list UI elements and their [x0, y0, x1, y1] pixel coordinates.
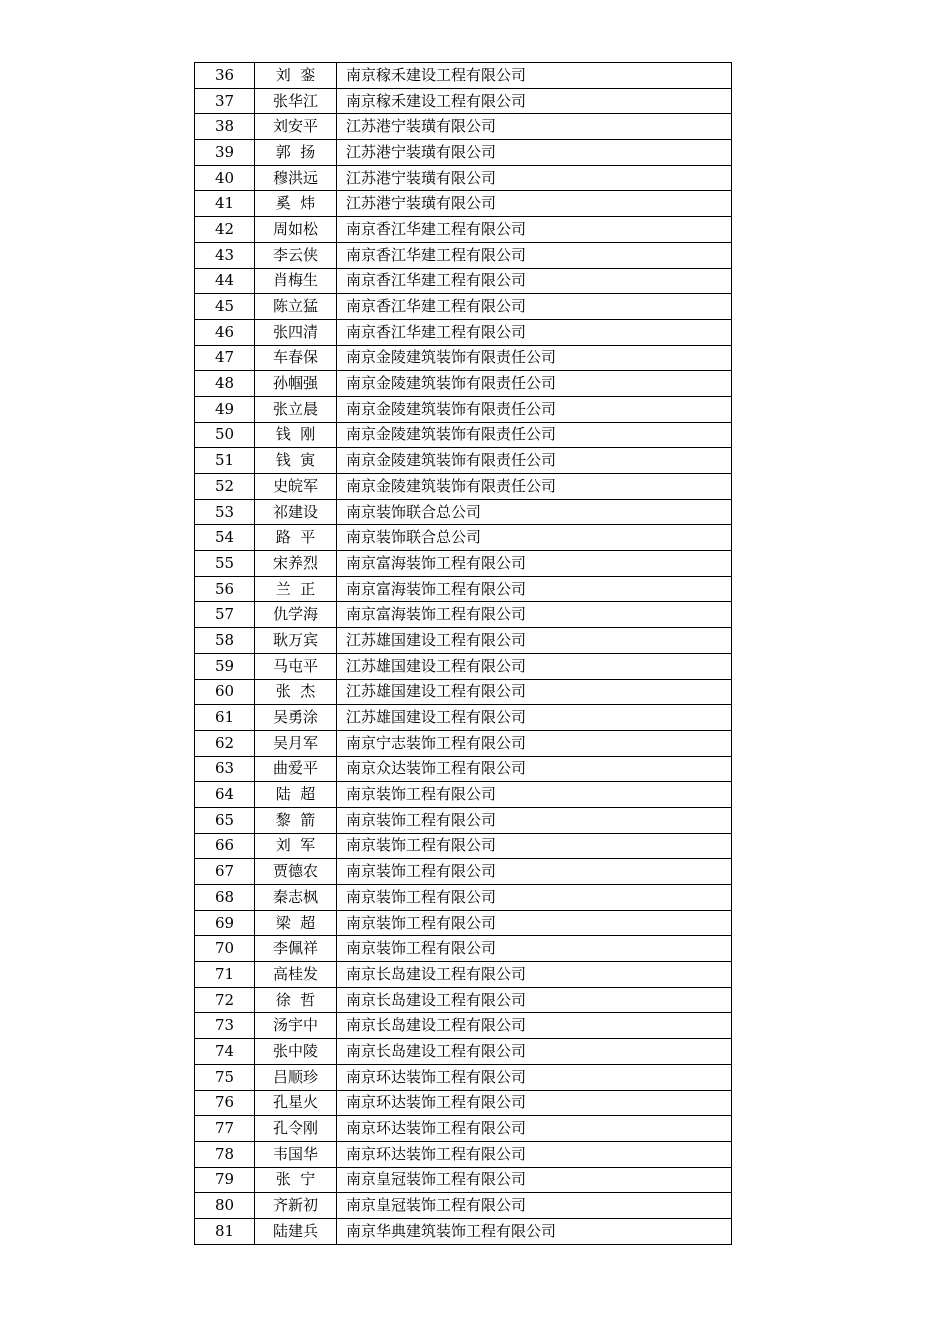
company-name-cell: 南京金陵建筑装饰有限责任公司: [337, 474, 732, 500]
table-row: [195, 551, 732, 577]
person-name-cell: 孔星火: [255, 1090, 337, 1116]
row-number-cell: 39: [195, 140, 255, 166]
row-number-cell: 44: [195, 268, 255, 294]
person-name-cell: 刘 军: [255, 833, 337, 859]
person-name-cell: 李佩祥: [255, 936, 337, 962]
person-name-cell: 齐新初: [255, 1193, 337, 1219]
table-row: [195, 602, 732, 628]
company-name-cell: 南京富海装饰工程有限公司: [337, 602, 732, 628]
company-name-cell: 南京长岛建设工程有限公司: [337, 1013, 732, 1039]
company-name-cell: 南京富海装饰工程有限公司: [337, 576, 732, 602]
row-number-cell: 75: [195, 1064, 255, 1090]
table-row: [195, 474, 732, 500]
person-name-cell: 周如松: [255, 217, 337, 243]
table-row: [195, 499, 732, 525]
row-number-cell: 58: [195, 628, 255, 654]
company-name-cell: 南京长岛建设工程有限公司: [337, 987, 732, 1013]
table-row: [195, 165, 732, 191]
table-row: [195, 242, 732, 268]
row-number-cell: 78: [195, 1141, 255, 1167]
company-name-cell: 江苏港宁装璜有限公司: [337, 140, 732, 166]
person-name-cell: 吕顺珍: [255, 1064, 337, 1090]
company-name-cell: 南京众达装饰工程有限公司: [337, 756, 732, 782]
row-number-cell: 71: [195, 962, 255, 988]
table-row: [195, 1116, 732, 1142]
person-name-cell: 张中陵: [255, 1039, 337, 1065]
company-name-cell: 南京环达装饰工程有限公司: [337, 1064, 732, 1090]
company-name-cell: 江苏雄国建设工程有限公司: [337, 628, 732, 654]
table-row: [195, 422, 732, 448]
company-name-cell: 南京金陵建筑装饰有限责任公司: [337, 448, 732, 474]
company-name-cell: 南京装饰联合总公司: [337, 525, 732, 551]
person-name-cell: 孙帼强: [255, 371, 337, 397]
person-name-cell: 陆建兵: [255, 1218, 337, 1244]
table-row: [195, 217, 732, 243]
row-number-cell: 53: [195, 499, 255, 525]
table-row: [195, 114, 732, 140]
company-name-cell: 南京长岛建设工程有限公司: [337, 962, 732, 988]
row-number-cell: 72: [195, 987, 255, 1013]
table-row: [195, 63, 732, 89]
person-name-cell: 黎 箭: [255, 807, 337, 833]
person-name-cell: 奚 炜: [255, 191, 337, 217]
row-number-cell: 57: [195, 602, 255, 628]
row-number-cell: 45: [195, 294, 255, 320]
person-name-cell: 张 宁: [255, 1167, 337, 1193]
row-number-cell: 62: [195, 730, 255, 756]
company-name-cell: 南京装饰联合总公司: [337, 499, 732, 525]
company-name-cell: 南京香江华建工程有限公司: [337, 242, 732, 268]
table-row: [195, 345, 732, 371]
company-name-cell: 江苏港宁装璜有限公司: [337, 114, 732, 140]
person-name-cell: 秦志枫: [255, 885, 337, 911]
table-row: [195, 1039, 732, 1065]
person-name-cell: 史皖军: [255, 474, 337, 500]
company-name-cell: 南京香江华建工程有限公司: [337, 217, 732, 243]
row-number-cell: 64: [195, 782, 255, 808]
person-name-cell: 李云侠: [255, 242, 337, 268]
table-row: [195, 268, 732, 294]
company-name-cell: 江苏雄国建设工程有限公司: [337, 653, 732, 679]
person-name-cell: 梁 超: [255, 910, 337, 936]
row-number-cell: 74: [195, 1039, 255, 1065]
table-row: [195, 756, 732, 782]
row-number-cell: 81: [195, 1218, 255, 1244]
table-row: [195, 679, 732, 705]
company-name-cell: 南京装饰工程有限公司: [337, 833, 732, 859]
company-name-cell: 南京长岛建设工程有限公司: [337, 1039, 732, 1065]
company-name-cell: 南京稼禾建设工程有限公司: [337, 88, 732, 114]
row-number-cell: 69: [195, 910, 255, 936]
roster-body: [195, 63, 732, 1245]
table-row: [195, 191, 732, 217]
table-row: [195, 782, 732, 808]
person-name-cell: 陈立猛: [255, 294, 337, 320]
row-number-cell: 66: [195, 833, 255, 859]
row-number-cell: 47: [195, 345, 255, 371]
company-name-cell: 南京金陵建筑装饰有限责任公司: [337, 422, 732, 448]
row-number-cell: 51: [195, 448, 255, 474]
company-name-cell: 南京金陵建筑装饰有限责任公司: [337, 345, 732, 371]
company-name-cell: 南京华典建筑装饰工程有限公司: [337, 1218, 732, 1244]
company-name-cell: 南京宁志装饰工程有限公司: [337, 730, 732, 756]
company-name-cell: 南京皇冠装饰工程有限公司: [337, 1167, 732, 1193]
company-name-cell: 南京装饰工程有限公司: [337, 782, 732, 808]
company-name-cell: 南京环达装饰工程有限公司: [337, 1116, 732, 1142]
table-row: [195, 1193, 732, 1219]
person-name-cell: 高桂发: [255, 962, 337, 988]
person-name-cell: 吴勇涂: [255, 705, 337, 731]
table-row: [195, 294, 732, 320]
person-name-cell: 张华江: [255, 88, 337, 114]
row-number-cell: 68: [195, 885, 255, 911]
table-row: [195, 730, 732, 756]
table-row: [195, 653, 732, 679]
table-row: [195, 525, 732, 551]
table-row: [195, 1013, 732, 1039]
row-number-cell: 41: [195, 191, 255, 217]
person-name-cell: 汤宇中: [255, 1013, 337, 1039]
company-name-cell: 南京香江华建工程有限公司: [337, 319, 732, 345]
table-row: [195, 1090, 732, 1116]
row-number-cell: 56: [195, 576, 255, 602]
row-number-cell: 48: [195, 371, 255, 397]
table-row: [195, 705, 732, 731]
row-number-cell: 46: [195, 319, 255, 345]
company-name-cell: 南京装饰工程有限公司: [337, 807, 732, 833]
person-name-cell: 张 杰: [255, 679, 337, 705]
company-name-cell: 南京环达装饰工程有限公司: [337, 1090, 732, 1116]
table-row: [195, 396, 732, 422]
row-number-cell: 65: [195, 807, 255, 833]
row-number-cell: 60: [195, 679, 255, 705]
row-number-cell: 43: [195, 242, 255, 268]
person-name-cell: 刘 銮: [255, 63, 337, 89]
row-number-cell: 55: [195, 551, 255, 577]
company-name-cell: 南京香江华建工程有限公司: [337, 294, 732, 320]
row-number-cell: 70: [195, 936, 255, 962]
row-number-cell: 52: [195, 474, 255, 500]
table-row: [195, 140, 732, 166]
company-name-cell: 江苏港宁装璜有限公司: [337, 191, 732, 217]
row-number-cell: 79: [195, 1167, 255, 1193]
row-number-cell: 49: [195, 396, 255, 422]
row-number-cell: 77: [195, 1116, 255, 1142]
person-name-cell: 祁建设: [255, 499, 337, 525]
row-number-cell: 40: [195, 165, 255, 191]
person-name-cell: 仇学海: [255, 602, 337, 628]
table-row: [195, 448, 732, 474]
person-name-cell: 肖梅生: [255, 268, 337, 294]
company-name-cell: 江苏雄国建设工程有限公司: [337, 679, 732, 705]
row-number-cell: 54: [195, 525, 255, 551]
row-number-cell: 73: [195, 1013, 255, 1039]
person-name-cell: 郭 扬: [255, 140, 337, 166]
row-number-cell: 76: [195, 1090, 255, 1116]
person-name-cell: 孔令刚: [255, 1116, 337, 1142]
table-row: [195, 371, 732, 397]
person-name-cell: 马屯平: [255, 653, 337, 679]
row-number-cell: 42: [195, 217, 255, 243]
table-row: [195, 885, 732, 911]
person-name-cell: 贾德农: [255, 859, 337, 885]
table-row: [195, 962, 732, 988]
person-name-cell: 陆 超: [255, 782, 337, 808]
company-name-cell: 南京装饰工程有限公司: [337, 936, 732, 962]
person-name-cell: 徐 哲: [255, 987, 337, 1013]
person-name-cell: 张立晨: [255, 396, 337, 422]
person-name-cell: 吴月军: [255, 730, 337, 756]
person-name-cell: 刘安平: [255, 114, 337, 140]
table-row: [195, 576, 732, 602]
row-number-cell: 50: [195, 422, 255, 448]
row-number-cell: 61: [195, 705, 255, 731]
table-row: [195, 1064, 732, 1090]
person-name-cell: 钱 寅: [255, 448, 337, 474]
person-name-cell: 兰 正: [255, 576, 337, 602]
company-name-cell: 江苏港宁装璜有限公司: [337, 165, 732, 191]
row-number-cell: 37: [195, 88, 255, 114]
table-row: [195, 88, 732, 114]
table-row: [195, 807, 732, 833]
table-row: [195, 910, 732, 936]
person-name-cell: 韦国华: [255, 1141, 337, 1167]
person-name-cell: 张四清: [255, 319, 337, 345]
person-name-cell: 宋养烈: [255, 551, 337, 577]
table-row: [195, 1141, 732, 1167]
person-name-cell: 车春保: [255, 345, 337, 371]
row-number-cell: 63: [195, 756, 255, 782]
table-row: [195, 859, 732, 885]
company-name-cell: 江苏雄国建设工程有限公司: [337, 705, 732, 731]
company-name-cell: 南京装饰工程有限公司: [337, 885, 732, 911]
roster-table: [194, 62, 732, 1245]
table-row: [195, 987, 732, 1013]
row-number-cell: 67: [195, 859, 255, 885]
table-row: [195, 833, 732, 859]
person-name-cell: 曲爱平: [255, 756, 337, 782]
table-row: [195, 1167, 732, 1193]
person-name-cell: 耿万宾: [255, 628, 337, 654]
company-name-cell: 南京装饰工程有限公司: [337, 910, 732, 936]
person-name-cell: 穆洪远: [255, 165, 337, 191]
person-name-cell: 钱 刚: [255, 422, 337, 448]
company-name-cell: 南京金陵建筑装饰有限责任公司: [337, 396, 732, 422]
row-number-cell: 80: [195, 1193, 255, 1219]
company-name-cell: 南京皇冠装饰工程有限公司: [337, 1193, 732, 1219]
company-name-cell: 南京富海装饰工程有限公司: [337, 551, 732, 577]
company-name-cell: 南京装饰工程有限公司: [337, 859, 732, 885]
row-number-cell: 36: [195, 63, 255, 89]
company-name-cell: 南京金陵建筑装饰有限责任公司: [337, 371, 732, 397]
row-number-cell: 59: [195, 653, 255, 679]
table-row: [195, 319, 732, 345]
table-row: [195, 936, 732, 962]
row-number-cell: 38: [195, 114, 255, 140]
company-name-cell: 南京香江华建工程有限公司: [337, 268, 732, 294]
table-row: [195, 1218, 732, 1244]
company-name-cell: 南京稼禾建设工程有限公司: [337, 63, 732, 89]
person-name-cell: 路 平: [255, 525, 337, 551]
table-row: [195, 628, 732, 654]
company-name-cell: 南京环达装饰工程有限公司: [337, 1141, 732, 1167]
